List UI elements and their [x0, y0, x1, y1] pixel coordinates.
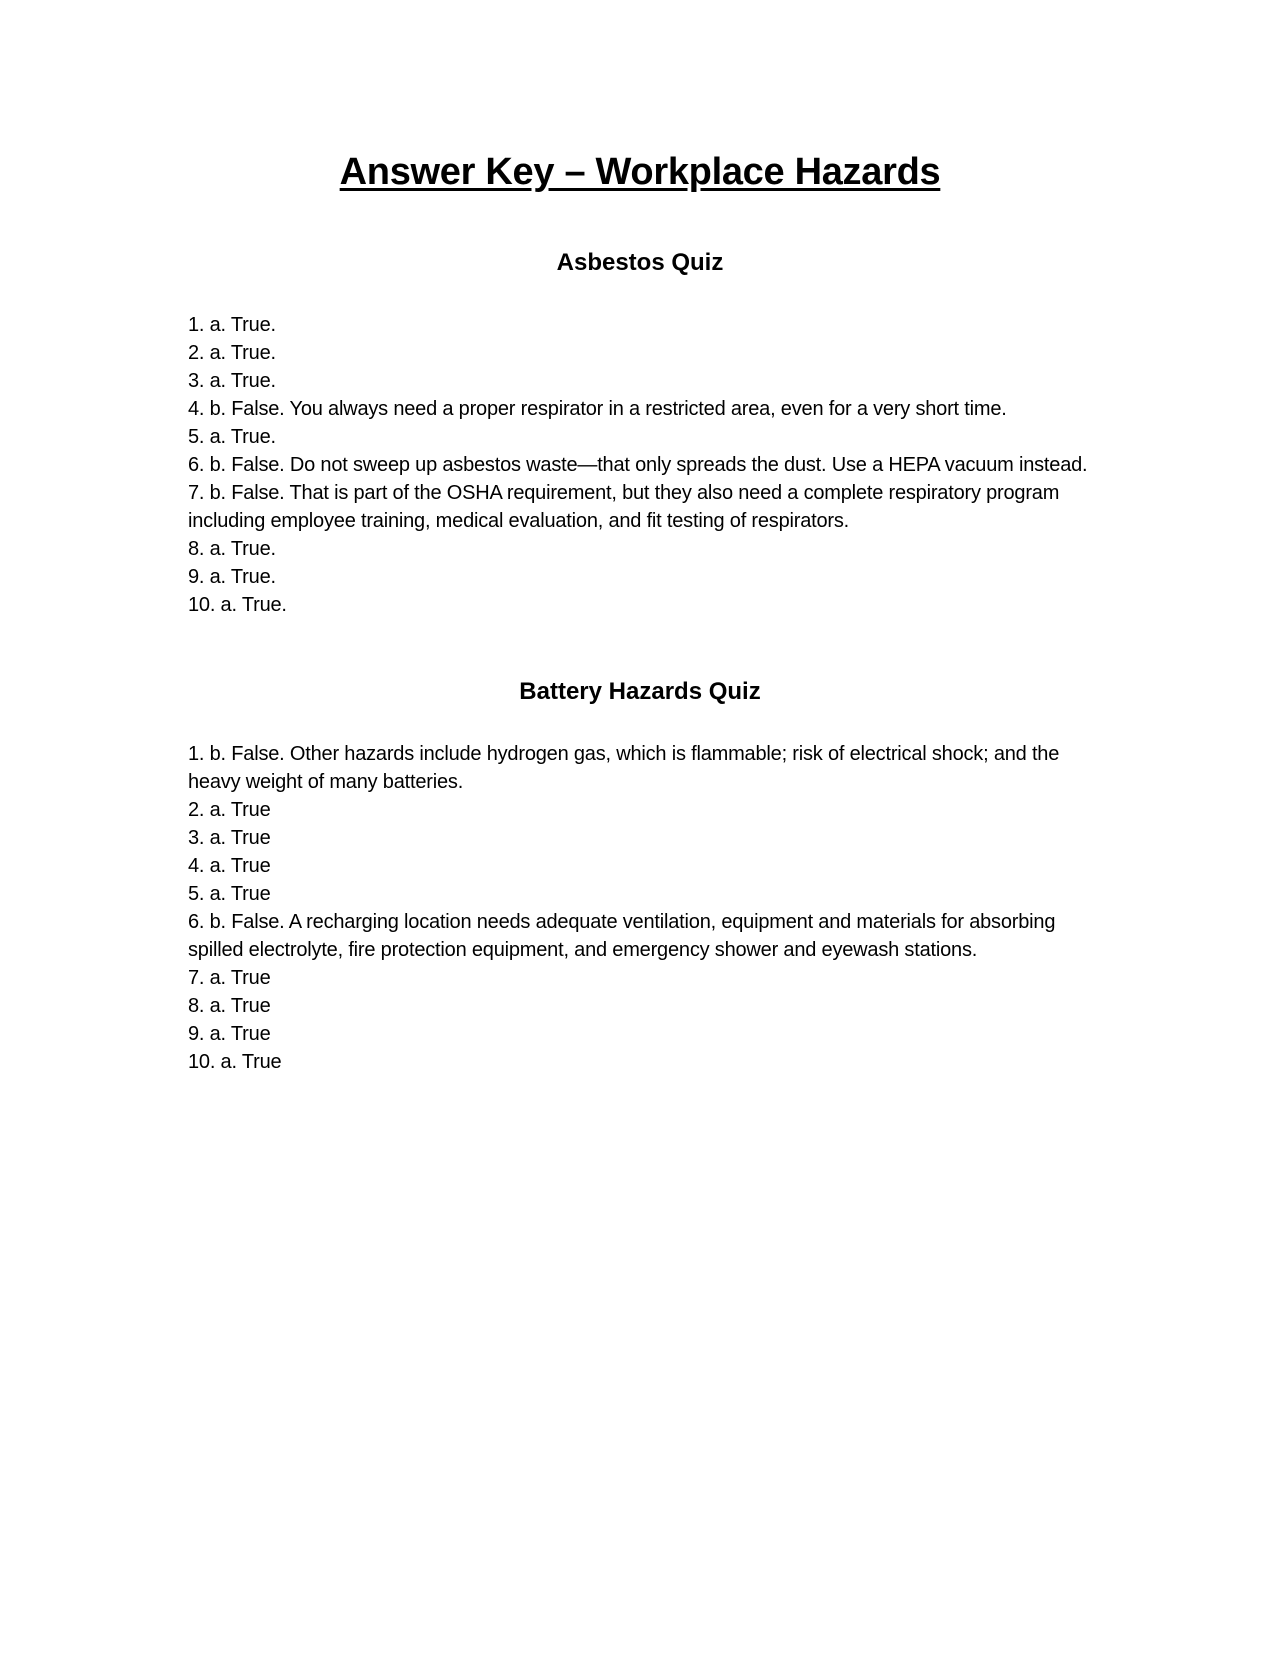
asbestos-answer-2: 2. a. True.	[188, 342, 276, 364]
asbestos-answer-1: 1. a. True.	[188, 314, 276, 336]
battery-answer-4: 4. a. True	[188, 855, 271, 877]
asbestos-answer-9: 9. a. True.	[188, 566, 276, 588]
battery-answer-list	[188, 740, 1088, 1076]
asbestos-answer-6: 6. b. False. Do not sweep up asbestos waste—that only spreads the dust. Use a HEPA vacuum instead.	[188, 454, 1088, 476]
battery-answer-2: 2. a. True	[188, 799, 271, 821]
asbestos-answer-list	[188, 311, 1088, 619]
asbestos-answer-7: 7. b. False. That is part of the OSHA requirement, but they also need a complete respiratory program including employee training, medical evaluation, and fit testing of respirators.	[188, 482, 1060, 532]
battery-quiz-heading: Battery Hazards Quiz	[519, 678, 761, 705]
document-title: Answer Key – Workplace Hazards	[339, 151, 941, 193]
asbestos-answer-4: 4. b. False. You always need a proper respirator in a restricted area, even for a very short time.	[188, 398, 1007, 420]
battery-answer-8: 8. a. True	[188, 995, 271, 1017]
asbestos-answer-10: 10. a. True.	[188, 594, 287, 616]
battery-answer-6: 6. b. False. A recharging location needs adequate ventilation, equipment and materials for absorbing spilled electrolyte, fire protection equipment, and emergency shower and eyewash stations.	[188, 911, 1056, 961]
battery-answer-5: 5. a. True	[188, 883, 271, 905]
asbestos-quiz-heading: Asbestos Quiz	[556, 249, 724, 276]
battery-answer-9: 9. a. True	[188, 1023, 271, 1045]
asbestos-answer-8: 8. a. True.	[188, 538, 276, 560]
battery-answer-7: 7. a. True	[188, 967, 271, 989]
battery-answer-1: 1. b. False. Other hazards include hydrogen gas, which is flammable; risk of electrical shock; and the heavy weight of many batteries.	[188, 743, 1060, 793]
asbestos-answer-5: 5. a. True.	[188, 426, 276, 448]
battery-answer-3: 3. a. True	[188, 827, 271, 849]
asbestos-answer-3: 3. a. True.	[188, 370, 276, 392]
battery-answer-10: 10. a. True	[188, 1051, 282, 1073]
